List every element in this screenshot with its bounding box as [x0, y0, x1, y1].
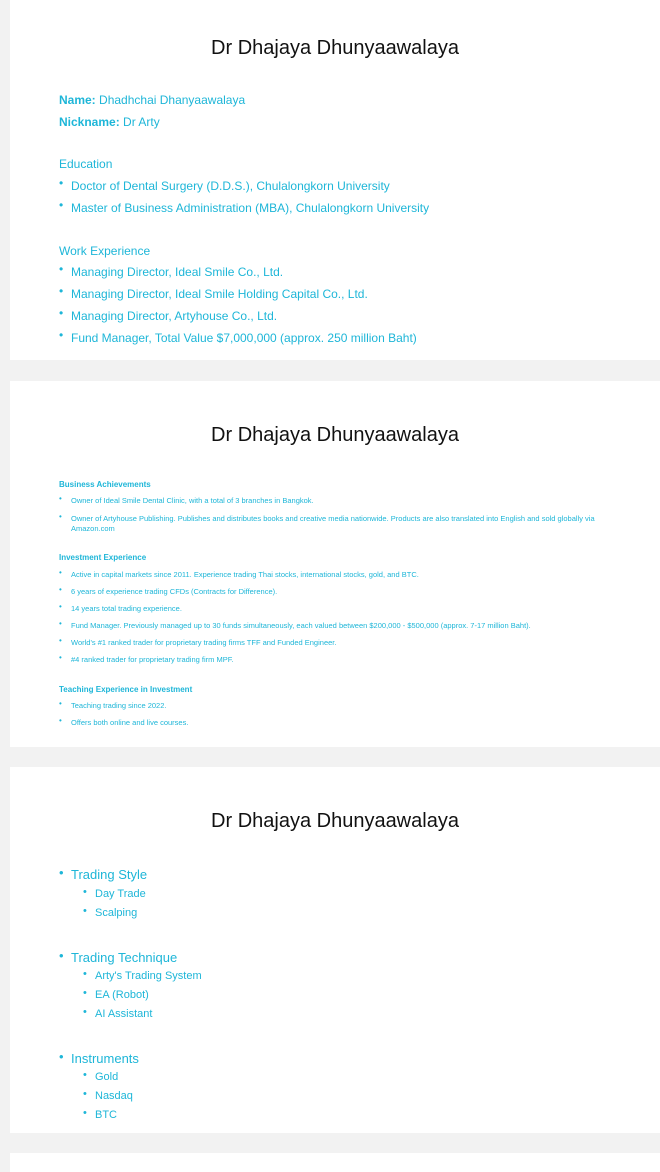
bullet-icon: •: [59, 262, 64, 276]
trading-style-heading: Trading Style: [71, 867, 148, 882]
profile-card-4: [10, 1153, 660, 1172]
instrument-item: Gold: [95, 1071, 119, 1083]
instruments-heading: Instruments: [71, 1051, 139, 1066]
education-item: Master of Business Administration (MBA), Chulalongkorn University: [71, 201, 430, 215]
bullet-icon: •: [59, 198, 64, 212]
bullet-icon: •: [59, 948, 64, 963]
trading-technique-heading: Trading Technique: [71, 950, 178, 965]
bullet-icon: •: [83, 886, 87, 898]
teaching-heading: Teaching Experience in Investment: [59, 685, 193, 694]
bullet-icon: •: [59, 699, 62, 708]
bullet-icon: •: [83, 1107, 87, 1119]
work-heading: Work Experience: [59, 244, 151, 258]
investment-item: 14 years total trading experience.: [71, 604, 182, 613]
profile-card-2: [10, 381, 660, 747]
bullet-icon: •: [59, 306, 64, 320]
work-item: Managing Director, Ideal Smile Co., Ltd.: [71, 265, 284, 279]
work-item: Managing Director, Artyhouse Co., Ltd.: [71, 309, 278, 323]
bullet-icon: •: [83, 987, 87, 999]
bullet-icon: •: [59, 512, 62, 521]
profile-card-3: [10, 767, 660, 1133]
bullet-icon: •: [59, 176, 64, 190]
bullet-icon: •: [59, 1049, 64, 1064]
bullet-icon: •: [59, 585, 62, 594]
work-item: Fund Manager, Total Value $7,000,000 (approx. 250 million Baht): [71, 331, 417, 345]
name-value: Dhadhchai Dhanyaawalaya: [99, 93, 246, 107]
trading-technique-item: AI Assistant: [95, 1008, 153, 1020]
teaching-item: Offers both online and live courses.: [71, 718, 189, 727]
bullet-icon: •: [59, 716, 62, 725]
education-item: Doctor of Dental Surgery (D.D.S.), Chulalongkorn University: [71, 179, 390, 193]
bullet-icon: •: [83, 1069, 87, 1081]
bullet-icon: •: [59, 284, 64, 298]
nickname-label: Nickname:: [59, 115, 120, 129]
teaching-item: Teaching trading since 2022.: [71, 701, 167, 710]
bullet-icon: •: [59, 568, 62, 577]
trading-technique-item: Arty's Trading System: [95, 970, 202, 982]
investment-item: Fund Manager. Previously managed up to 30 funds simultaneously, each valued between $200,000 - $500,000 (approx. 7-17 million Baht).: [71, 621, 531, 630]
investment-item: 6 years of experience trading CFDs (Contracts for Difference).: [71, 587, 278, 596]
bullet-icon: •: [59, 494, 62, 503]
business-item: Owner of Artyhouse Publishing. Publishes and distributes books and creative media nationwide. Products are also translated into English and sold globally via Amazon.com: [71, 514, 595, 533]
profile-card-1: [10, 0, 660, 360]
bullet-icon: •: [59, 636, 62, 645]
bullet-icon: •: [59, 328, 64, 342]
name-label: Name:: [59, 93, 96, 107]
investment-item: World's #1 ranked trader for proprietary trading firms TFF and Funded Engineer.: [71, 638, 337, 647]
work-item: Managing Director, Ideal Smile Holding Capital Co., Ltd.: [71, 287, 368, 301]
instrument-item: Nasdaq: [95, 1090, 133, 1102]
investment-item: #4 ranked trader for proprietary trading firm MPF.: [71, 655, 234, 664]
nickname-field: [59, 115, 160, 129]
bullet-icon: •: [83, 1088, 87, 1100]
investment-heading: Investment Experience: [59, 553, 147, 562]
page-title: Dr Dhajaya Dhunyaawalaya: [211, 37, 459, 59]
business-item: Owner of Ideal Smile Dental Clinic, with a total of 3 branches in Bangkok.: [71, 496, 314, 505]
trading-style-item: Day Trade: [95, 888, 146, 900]
investment-item: Active in capital markets since 2011. Experience trading Thai stocks, international stocks, gold, and BTC.: [71, 570, 419, 579]
page-title: Dr Dhajaya Dhunyaawalaya: [211, 424, 459, 446]
bullet-icon: •: [59, 619, 62, 628]
trading-style-item: Scalping: [95, 907, 138, 919]
trading-technique-item: EA (Robot): [95, 989, 149, 1001]
bullet-icon: •: [83, 1006, 87, 1018]
bullet-icon: •: [59, 865, 64, 880]
instrument-item: BTC: [95, 1109, 117, 1121]
business-heading: Business Achievements: [59, 480, 151, 489]
page-title: Dr Dhajaya Dhunyaawalaya: [211, 810, 459, 832]
bullet-icon: •: [59, 602, 62, 611]
name-field: [59, 93, 245, 107]
bullet-icon: •: [59, 653, 62, 662]
education-heading: Education: [59, 157, 113, 171]
bullet-icon: •: [83, 968, 87, 980]
nickname-value: Dr Arty: [123, 115, 160, 129]
bullet-icon: •: [83, 905, 87, 917]
